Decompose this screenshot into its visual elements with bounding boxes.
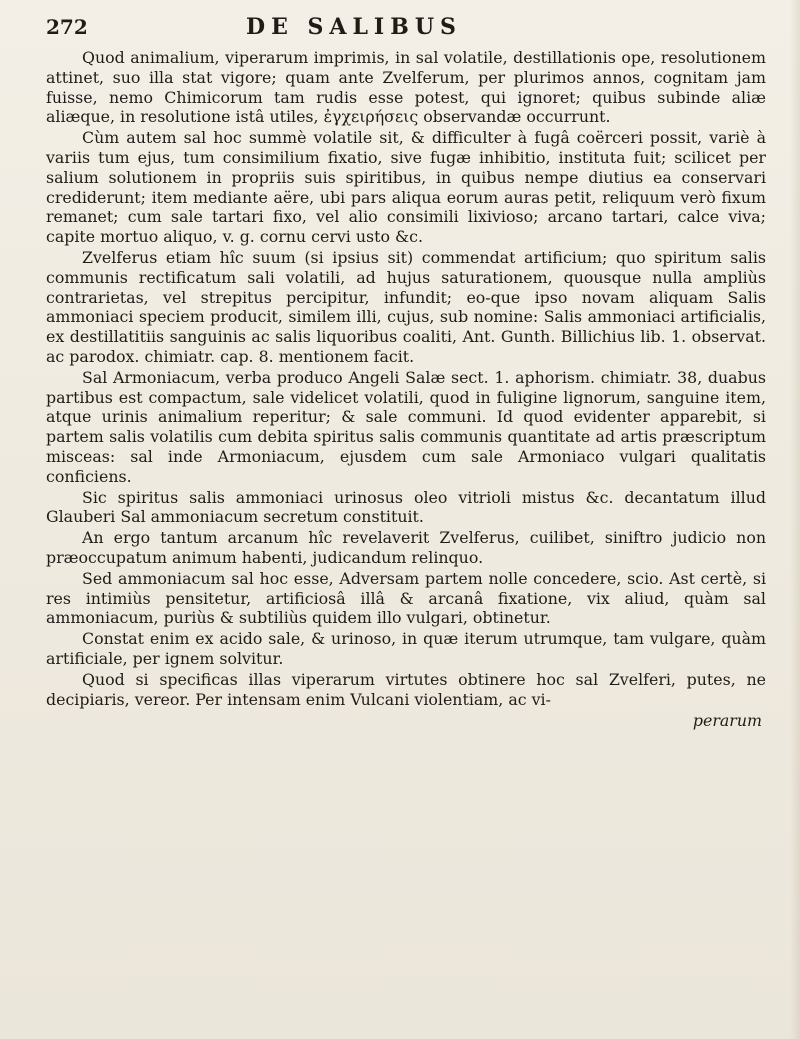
page-header [46, 14, 766, 48]
running-head: DE SALIBUS [246, 14, 462, 40]
paragraph: Cùm autem sal hoc summè volatile sit, & difficulter à fugâ coërceri possit, variè à variis tum ejus, tum consimilium fixatio, sive fugæ inhibitio, instituta fuit; scilicet per salium solutionem in propriis suis spiritibus, in quibus nempe diutius ea conservari crediderunt; item mediante aëre, ubi pars aliqua eorum auras petit, reliquum verò fixum remanet; cum sale tartari fixo, vel alio consimili lixivioso; arcano tartari, calce viva; capite mortuo aliquo, v. g. cornu cervi usto &c. [46, 128, 766, 247]
paragraph: Zvelferus etiam hîc suum (si ipsius sit) commendat artificium; quo spiritum salis communis rectificatum sali volatili, ad hujus saturationem, quousque nulla ampliùs contrarietas, vel strepitus percipitur, infundit; eo-que ipso novam aliquam Salis ammoniaci speciem producit, similem illi, cujus, sub nomine: Salis ammoniaci artificialis, ex destillatitiis sanguinis ac salis liquoribus coaliti, Ant. Gunth. Billichius lib. 1. observat. ac parodox. chimiatr. cap. 8. mentionem facit. [46, 247, 766, 366]
body-text [46, 48, 766, 709]
paragraph: An ergo tantum arcanum hîc revelaverit Zvelferus, cuilibet, siniftro judicio non præoccupatum animum habenti, judicandum relinquo. [46, 528, 766, 567]
paragraph: Quod si specificas illas viperarum virtutes obtinere hoc sal Zvelferi, putes, ne decipiaris, vereor. Per intensam enim Vulcani violentiam, ac vi- [46, 669, 766, 709]
paragraph: Sed ammoniacum sal hoc esse, Adversam partem nolle concedere, scio. Ast certè, si res intimiùs pensitetur, artificiosâ illâ & arcanâ fixatione, vix aliud, quàm sal ammoniacum, puriùs & subtiliùs quidem illo vulgari, obtinetur. [46, 568, 766, 628]
paragraph: Quod animalium, viperarum imprimis, in sal volatile, destillationis ope, resolutionem attinet, suo illa stat vigore; quam ante Zvelferum, per plurimos annos, cognitam jam fuisse, nemo Chimicorum tam rudis esse potest, qui ignoret; quibus subinde aliæ aliæque, in resolutione istâ utiles, ἐγχειρήσεις observandæ occurrunt. [46, 48, 766, 127]
catchword: perarum [692, 711, 762, 731]
paragraph: Sal Armoniacum, verba produco Angeli Salæ sect. 1. aphorism. chimiatr. 38, duabus partibus est compactum, sale videlicet volatili, quod in fuligine lignorum, sanguine item, atque urinis animalium reperitur; & sale communi. Id quod evidenter apparebit, si partem salis volatilis cum debita spiritus salis communis quantitate ad artis præscriptum misceas: sal inde Armoniacum, ejusdem cum sale Armoniaco vulgari qualitatis conficiens. [46, 367, 766, 486]
paragraph: Constat enim ex acido sale, & urinoso, in quæ iterum utrumque, tam vulgare, quàm artificiale, per ignem solvitur. [46, 629, 766, 668]
page-number: 272 [46, 15, 88, 39]
paragraph: Sic spiritus salis ammoniaci urinosus oleo vitrioli mistus &c. decantatum illud Glauberi Sal ammoniacum secretum constituit. [46, 487, 766, 527]
page-edge-shadow [790, 0, 800, 1039]
